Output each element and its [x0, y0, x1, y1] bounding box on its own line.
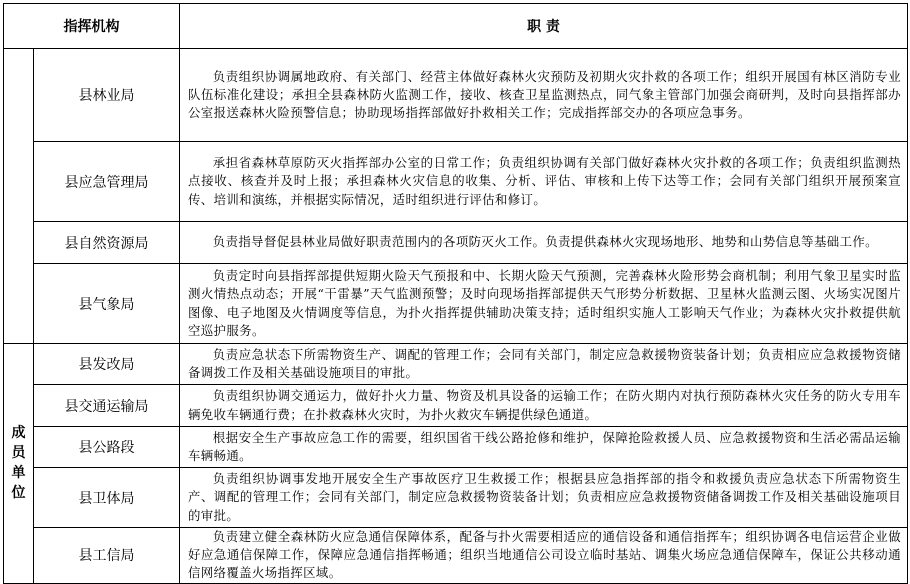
dept-cell: 县应急管理局	[34, 142, 180, 222]
duty-cell	[180, 528, 908, 584]
group-char: 员	[11, 445, 26, 462]
table-header-row	[4, 4, 908, 49]
duty-cell	[180, 385, 908, 427]
table-row	[4, 49, 908, 142]
duty-text: 负责组织协调属地政府、有关部门、经营主体做好森林火灾预防及初期火灾扑救的各项工作；组织开展国有林区消防专业队伍标准化建设；承担全县森林防火监测工作，接收、核查卫星监测热点，同气象主管部门加强会商研判，及时向县指挥部办公室报送森林火险预警信息；协助现场指挥部做好扑救相关工作；完成指挥部交办的各项应急事务。	[188, 68, 901, 121]
dept-cell: 县工信局	[34, 528, 180, 584]
duty-cell	[180, 468, 908, 528]
dept-cell: 县气象局	[34, 264, 180, 344]
duty-text: 负责指导督促县林业局做好职责范围内的各项防灭火工作。负责提供森林火灾现场地形、地势和山势信息等基础工作。	[212, 234, 878, 250]
group-cell-top	[4, 49, 34, 344]
duty-cell	[180, 427, 908, 468]
duty-text: 负责组织协调交通运力，做好扑火力量、物资及机具设备的运输工作；在防火期内对执行预防森林火灾任务的防火专用车辆免收车辆通行费；在扑救森林火灾时，为扑火救灾车辆提供绿色通道。	[188, 388, 901, 422]
dept-cell: 县公路段	[34, 427, 180, 468]
table-row	[4, 344, 908, 385]
table-row	[4, 528, 908, 584]
dept-cell: 县林业局	[34, 49, 180, 142]
duty-text: 负责应急状态下所需物资生产、调配的管理工作；会同有关部门，制定应急救援物资装备计划；负责相应应急救援物资储备调拨工作及相关基础设施项目的审批。	[188, 346, 901, 380]
duty-cell	[180, 49, 908, 142]
dept-cell: 县自然资源局	[34, 222, 180, 264]
header-duty: 职 责	[180, 4, 908, 49]
group-char: 位	[11, 485, 26, 502]
group-char: 单	[11, 465, 26, 482]
header-org: 指挥机构	[4, 4, 180, 49]
duty-text: 承担省森林草原防灭火指挥部办公室的日常工作；负责组织协调有关部门做好森林火灾扑救的各项工作；负责组织监测热点接收、核查并及时上报；承担森林火灾信息的收集、分析、评估、审核和上传下达等工作；会同有关部门组织开展预案宣传、培训和演练，并根据实际情况，适时组织进行评估和修订。	[188, 155, 901, 207]
table-row	[4, 468, 908, 528]
table-row	[4, 222, 908, 264]
table-row	[4, 264, 908, 344]
duty-text: 根据安全生产事故应急工作的需要，组织国省干线公路抢修和维护，保障抢险救援人员、应急救援物资和生活必需品运输车辆畅通。	[188, 429, 901, 463]
table-row	[4, 385, 908, 427]
group-cell-members	[4, 344, 34, 584]
dept-cell: 县发改局	[34, 344, 180, 385]
duty-table	[3, 3, 908, 584]
duty-text: 负责组织协调事发地开展安全生产事故医疗卫生救援工作；根据县应急指挥部的指令和救援负责应急状态下所需物资生产、调配的管理工作；会同有关部门，制定应急救援物资装备计划；负责相应应急救援物资储备调拨工作及相关基础设施项目的审批。	[188, 471, 901, 523]
table-row	[4, 142, 908, 222]
table-row	[4, 427, 908, 468]
duty-text: 负责建立健全森林防火应急通信保障体系，配备与扑火需要相适应的通信设备和通信指挥车；组织协调各电信运营企业做好应急通信保障工作，保障应急通信指挥畅通；组织当地通信公司设立临时基站、调集火场应急通信保障车，保证公共移动通信网络覆盖火场指挥区域。	[188, 529, 901, 581]
duty-text: 负责定时向县指挥部提供短期火险天气预报和中、长期火险天气预测，完善森林火险形势会商机制；利用气象卫星实时监测火情热点动态；开展“干雷暴”天气监测预警；及时向现场指挥部提供天气形势分析数据、卫星林火监测云图、火场实况图片图像、电子地图及火情调度等信息，为扑火指挥提供辅助决策支持；适时组织实施人工影响天气作业；为森林火灾扑救提供航空巡护服务。	[188, 268, 901, 338]
group-char: 成	[11, 425, 26, 442]
dept-cell: 县交通运输局	[34, 385, 180, 427]
dept-cell: 县卫体局	[34, 468, 180, 528]
duty-cell	[180, 344, 908, 385]
duty-cell	[180, 142, 908, 222]
duty-cell	[180, 222, 908, 264]
duty-cell	[180, 264, 908, 344]
